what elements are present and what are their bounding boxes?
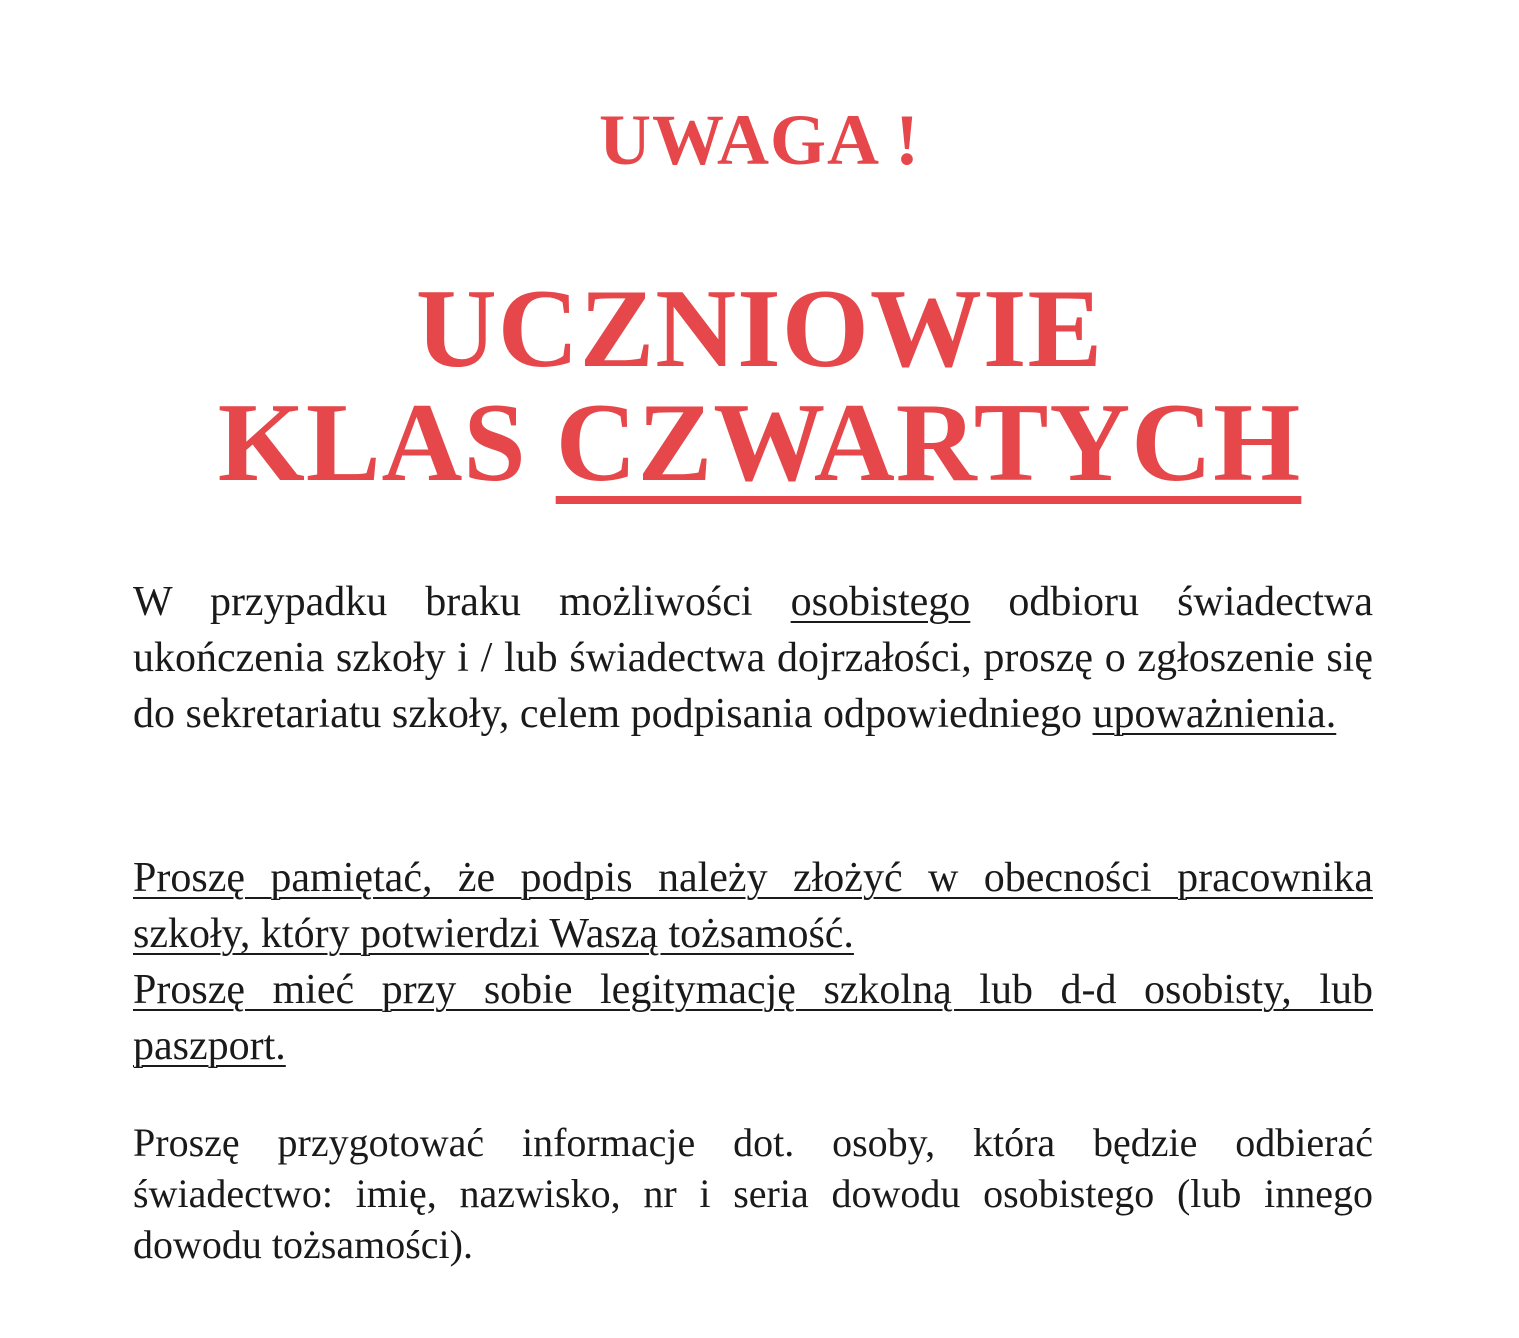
- paragraph-signature-reminder: [133, 850, 1373, 1074]
- paragraph1-part1: W przypadku braku możliwości: [133, 579, 791, 625]
- paragraph2-sentence1: Proszę pamiętać, że podpis należy złożyć w obecności pracownika szkoły, który potwierdzi Waszą tożsamość.: [133, 855, 1373, 957]
- paragraph1-underlined-authorization: upoważnienia.: [1092, 691, 1337, 737]
- paragraph1-underlined-personal: osobistego: [790, 579, 971, 625]
- paragraph2-sentence2: Proszę mieć przy sobie legitymację szkolną lub d-d osobisty, lub paszport.: [133, 967, 1373, 1069]
- main-title: [0, 267, 1519, 505]
- attention-heading: UWAGA !: [598, 100, 920, 180]
- title-line-2: [0, 381, 1519, 505]
- paragraph-authorization: [133, 574, 1373, 742]
- title-line-2-plain: KLAS: [217, 381, 556, 505]
- title-line-1: UCZNIOWIE: [415, 267, 1104, 391]
- paragraph-prepare-info: Proszę przygotować informacje dot. osoby, która będzie odbierać świadectwo: imię, nazwisko, nr i seria dowodu osobistego (lub innego dowodu tożsamości).: [133, 1120, 1373, 1267]
- paragraph1-part3: odbioru świadectwa ukończenia szkoły i / lub świadectwa dojrzałości, proszę o zgłoszenie się do sekretariatu szkoły, celem podpisania odpowiedniego: [133, 579, 1373, 737]
- title-line-2-underlined: CZWARTYCH: [555, 381, 1302, 505]
